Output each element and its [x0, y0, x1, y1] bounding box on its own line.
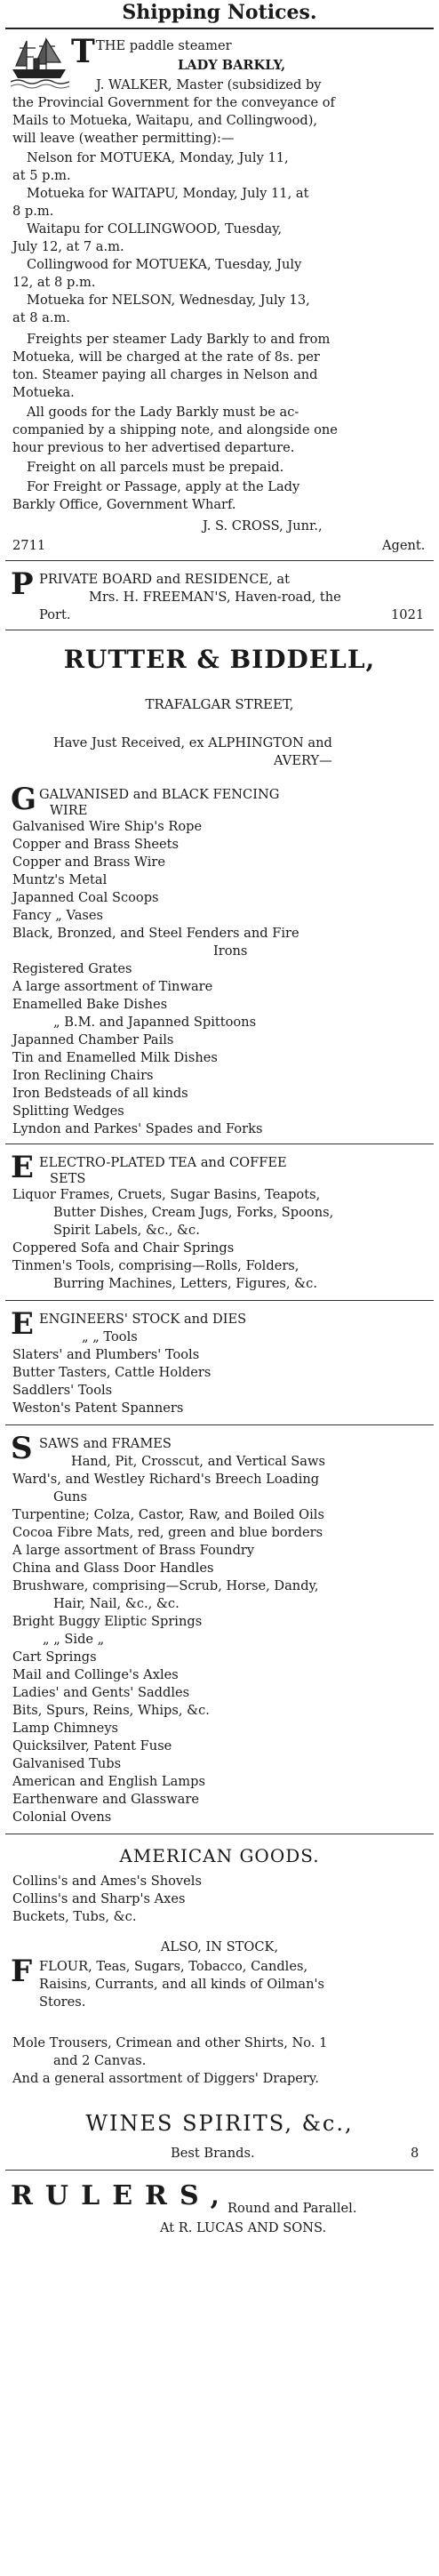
divider	[5, 1424, 434, 1425]
list-item: Splitting Wedges	[12, 1103, 124, 1119]
drop-cap-g: G	[11, 782, 37, 817]
steamer-line: ton. Steamer paying all charges in Nelson and	[12, 367, 318, 382]
list-item: Butter Tasters, Cattle Holders	[12, 1365, 212, 1380]
list-item: Spirit Labels, &c., &c.	[53, 1223, 200, 1238]
list-item: Lyndon and Parkes' Spades and Forks	[12, 1121, 263, 1136]
list-item: Collins's and Sharp's Axes	[12, 1891, 186, 1906]
steamer-line: hour previous to her advertised departure.	[12, 440, 295, 455]
board-line: Mrs. H. FREEMAN'S, Haven-road, the	[89, 590, 341, 605]
section-heading: ENGINEERS' STOCK and DIES	[39, 1312, 247, 1327]
sailing-line: July 12, at 7 a.m.	[12, 239, 124, 254]
steamer-line: will leave (weather permitting):—	[12, 131, 235, 146]
list-item: American and English Lamps	[12, 1774, 205, 1789]
list-item: Copper and Brass Sheets	[12, 837, 180, 852]
list-item: Guns	[53, 1489, 87, 1505]
business-name: RUTTER & BIDDELL,	[63, 645, 376, 674]
drop-cap-e: E	[11, 1150, 34, 1185]
section-heading: GALVANISED and BLACK FENCING	[39, 787, 280, 802]
list-item: „ „ Tools	[82, 1329, 138, 1344]
drop-cap-e: E	[11, 1306, 34, 1342]
received-line: AVERY—	[274, 753, 332, 768]
list-item: Stores.	[39, 1994, 86, 2010]
list-item: Registered Grates	[12, 961, 132, 976]
steamer-line: the Provincial Government for the conveyance of	[12, 95, 335, 110]
steamer-line: Freights per steamer Lady Barkly to and from	[27, 332, 331, 347]
list-item: China and Glass Door Handles	[12, 1561, 214, 1576]
list-item: and 2 Canvas.	[53, 2053, 147, 2068]
ad-ref-number: 2711	[12, 538, 46, 553]
list-item: A large assortment of Tinware	[12, 979, 213, 994]
section-heading: WINES SPIRITS, &c.,	[85, 2111, 354, 2136]
list-item: Ladies' and Gents' Saddles	[12, 1685, 190, 1700]
drop-cap-s: S	[11, 1431, 33, 1466]
steamer-name: LADY BARKLY,	[178, 58, 286, 73]
list-item: Irons	[213, 943, 248, 959]
steamer-line: THE paddle steamer	[96, 38, 232, 53]
sailing-line: 8 p.m.	[12, 204, 54, 219]
list-item: Black, Bronzed, and Steel Fenders and Fire	[12, 926, 299, 941]
title-rule	[5, 28, 434, 29]
section-heading: ALSO, IN STOCK,	[160, 1939, 279, 1954]
steamer-line: Motueka, will be charged at the rate of 8s. per	[12, 349, 320, 365]
ad-ref-number: 8	[411, 2146, 419, 2161]
list-item: Iron Reclining Chairs	[12, 1068, 154, 1083]
list-item: Turpentine; Colza, Castor, Raw, and Boiled Oils	[12, 1507, 324, 1522]
brands-line: Best Brands.	[171, 2146, 255, 2161]
list-item: Bright Buggy Eliptic Springs	[12, 1614, 203, 1629]
list-item: Japanned Coal Scoops	[12, 890, 159, 905]
list-item: Bits, Spurs, Reins, Whips, &c.	[12, 1703, 210, 1718]
list-item: Slaters' and Plumbers' Tools	[12, 1347, 200, 1362]
list-item: Collins's and Ames's Shovels	[12, 1874, 202, 1889]
list-item: Galvanised Wire Ship's Rope	[12, 819, 203, 834]
list-item: Muntz's Metal	[12, 872, 108, 887]
list-item: Earthenware and Glassware	[12, 1792, 199, 1807]
agent-name: J. S. CROSS, Junr.,	[203, 518, 323, 534]
sailing-line: Motueka for WAITAPU, Monday, July 11, at	[27, 186, 309, 201]
list-item: Fancy „ Vases	[12, 908, 104, 923]
rulers-line: Round and Parallel.	[227, 2201, 357, 2216]
list-item: Hair, Nail, &c., &c.	[53, 1596, 180, 1611]
board-line: PRIVATE BOARD and RESIDENCE, at	[39, 572, 290, 587]
ad-ref-number: 1021	[391, 607, 425, 622]
list-item: Brushware, comprising—Scrub, Horse, Dandy,	[12, 1578, 319, 1593]
section-heading: SETS	[50, 1171, 86, 1186]
rulers-line: At R. LUCAS AND SONS.	[160, 2220, 327, 2235]
list-item: Ward's, and Westley Richard's Breech Loading	[12, 1472, 320, 1487]
list-item: Butter Dishes, Cream Jugs, Forks, Spoons,	[53, 1205, 334, 1220]
section-heading: SAWS and FRAMES	[39, 1436, 172, 1451]
sailing-line: at 5 p.m.	[12, 168, 71, 183]
list-item: „ „ Side „	[43, 1632, 105, 1647]
sailing-line: Collingwood for MOTUEKA, Tuesday, July	[27, 257, 302, 272]
sailing-line: Motueka for NELSON, Wednesday, July 13,	[27, 293, 310, 308]
steamer-line: Barkly Office, Government Wharf.	[12, 497, 236, 512]
list-item: Colonial Ovens	[12, 1810, 112, 1825]
divider	[5, 2170, 434, 2171]
list-item: Lamp Chimneys	[12, 1721, 119, 1736]
sailing-line: Nelson for MOTUEKA, Monday, July 11,	[27, 150, 289, 165]
steamer-line: Motueka.	[12, 385, 75, 400]
received-line: Have Just Received, ex ALPHINGTON and	[53, 735, 332, 750]
list-item: And a general assortment of Diggers' Drapery.	[12, 2071, 319, 2086]
list-item: Tin and Enamelled Milk Dishes	[12, 1050, 218, 1065]
drop-cap-p: P	[11, 566, 34, 602]
list-item: Quicksilver, Patent Fuse	[12, 1738, 172, 1753]
list-item: „ B.M. and Japanned Spittoons	[53, 1015, 257, 1030]
steamer-line: Mails to Motueka, Waitapu, and Collingwood),	[12, 113, 318, 128]
list-item: Enamelled Bake Dishes	[12, 997, 168, 1012]
list-item: Cocoa Fibre Mats, red, green and blue borders	[12, 1525, 323, 1540]
list-item: Japanned Chamber Pails	[12, 1032, 174, 1047]
list-item: Burring Machines, Letters, Figures, &c.	[53, 1276, 317, 1291]
sailing-line: 12, at 8 p.m.	[12, 275, 96, 290]
list-item: Galvanised Tubs	[12, 1756, 122, 1771]
list-item: Tinmen's Tools, comprising—Rolls, Folders,	[12, 1258, 299, 1273]
list-item: Cart Springs	[12, 1649, 97, 1665]
list-item: FLOUR, Teas, Sugars, Tobacco, Candles,	[39, 1959, 308, 1974]
steamer-line: J. WALKER, Master (subsidized by	[96, 77, 322, 92]
section-heading: AMERICAN GOODS.	[119, 1845, 320, 1866]
board-line: Port.	[39, 607, 71, 622]
section-heading: WIRE	[50, 803, 88, 818]
drop-cap-t: T	[71, 33, 95, 70]
steamer-line: All goods for the Lady Barkly must be ac-	[27, 405, 299, 420]
page-title: Shipping Notices.	[122, 1, 317, 24]
sailing-line: at 8 a.m.	[12, 310, 70, 325]
list-item: Coppered Sofa and Chair Springs	[12, 1240, 235, 1256]
steamer-line: companied by a shipping note, and alongside one	[12, 422, 338, 437]
list-item: A large assortment of Brass Foundry	[12, 1543, 255, 1558]
list-item: Copper and Brass Wire	[12, 855, 166, 870]
steamer-line: For Freight or Passage, apply at the Lady	[27, 479, 300, 494]
drop-cap-f: F	[11, 1954, 33, 1989]
agent-label: Agent.	[382, 538, 426, 553]
list-item: Liquor Frames, Cruets, Sugar Basins, Teapots,	[12, 1187, 321, 1202]
list-item: Weston's Patent Spanners	[12, 1400, 184, 1416]
list-item: Mole Trousers, Crimean and other Shirts, No. 1	[12, 2035, 328, 2050]
business-street: TRAFALGAR STREET,	[145, 696, 294, 712]
list-item: Iron Bedsteads of all kinds	[12, 1086, 188, 1101]
steamship-icon	[11, 36, 69, 89]
list-item: Buckets, Tubs, &c.	[12, 1909, 137, 1924]
sailing-line: Waitapu for COLLINGWOOD, Tuesday,	[27, 221, 283, 237]
list-item: Raisins, Currants, and all kinds of Oilman's	[39, 1977, 324, 1992]
divider	[5, 560, 434, 561]
divider	[5, 1300, 434, 1301]
list-item: Hand, Pit, Crosscut, and Vertical Saws	[71, 1454, 325, 1469]
rulers-heading: RULERS,	[11, 2180, 233, 2211]
list-item: Saddlers' Tools	[12, 1383, 113, 1398]
list-item: Mail and Collinge's Axles	[12, 1667, 179, 1682]
steamer-line: Freight on all parcels must be prepaid.	[27, 460, 284, 475]
section-heading: ELECTRO-PLATED TEA and COFFEE	[39, 1155, 287, 1170]
